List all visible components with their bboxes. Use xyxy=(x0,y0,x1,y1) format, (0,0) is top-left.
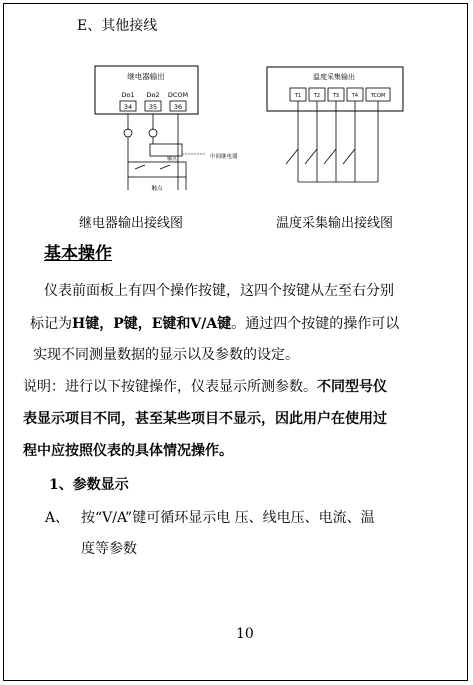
note-line1 xyxy=(23,376,387,396)
temp-diagram-title: 温度采集输出 xyxy=(313,73,355,81)
item-a-line1: 按“V/A”键可循环显示电 压、线电压、电流、温 xyxy=(81,510,375,526)
temp-terminal: T4 xyxy=(351,93,359,99)
key-list: H键，P键，E键和V/A键 xyxy=(72,316,232,332)
item-a-line2: 度等参数 xyxy=(81,541,137,557)
temp-diagram-caption: 温度采集输出接线图 xyxy=(276,216,394,231)
relay-terminal: 34 xyxy=(123,103,133,111)
note-line2: 表显示项目不同，甚至某些项目不显示，因此用户在使用过 xyxy=(23,411,387,427)
item-a-marker: A、 xyxy=(45,510,70,526)
section-heading-e: E、其他接线 xyxy=(77,18,158,34)
para1-line3: 实现不同测量数据的显示以及参数的设定。 xyxy=(33,347,299,363)
middle-relay-label: 中间继电器 xyxy=(210,154,238,160)
relay-terminal: 36 xyxy=(173,103,183,111)
temp-terminal: T1 xyxy=(294,93,302,99)
relay-terminal: 35 xyxy=(148,103,158,111)
relay-coil-label: 输点 xyxy=(166,156,178,162)
temp-terminal: T2 xyxy=(313,93,321,99)
para1-line2-prefix: 标记为 xyxy=(30,316,72,332)
subheading: 1、参数显示 xyxy=(49,477,129,493)
section-title: 基本操作 xyxy=(44,244,112,264)
note-bold1: 不同型号仪 xyxy=(317,379,387,395)
para1-line2 xyxy=(30,313,399,333)
temp-terminal: TCOM xyxy=(370,93,386,99)
temp-output-diagram xyxy=(264,64,409,199)
relay-output-diagram xyxy=(90,62,238,197)
relay-diagram-caption: 继电器输出接线图 xyxy=(79,216,184,231)
relay-col-label: Do2 xyxy=(146,91,160,99)
relay-contact-label: 触点 xyxy=(151,186,163,192)
note-prefix: 说明：进行以下按键操作，仪表显示所测参数。 xyxy=(23,379,317,395)
para1-line2-suffix: 。通过四个按键的操作可以 xyxy=(231,316,400,332)
relay-diagram-title: 继电器输出 xyxy=(127,72,165,81)
note-line3: 程中应按照仪表的具体情况操作。 xyxy=(23,443,233,459)
page-number: 10 xyxy=(236,626,254,642)
para1-line1: 仪表前面板上有四个操作按键，这四个按键从左至右分别 xyxy=(44,283,394,299)
relay-col-label: DCOM xyxy=(167,91,189,99)
temp-terminal: T3 xyxy=(332,93,340,99)
relay-col-label: Do1 xyxy=(121,91,135,99)
